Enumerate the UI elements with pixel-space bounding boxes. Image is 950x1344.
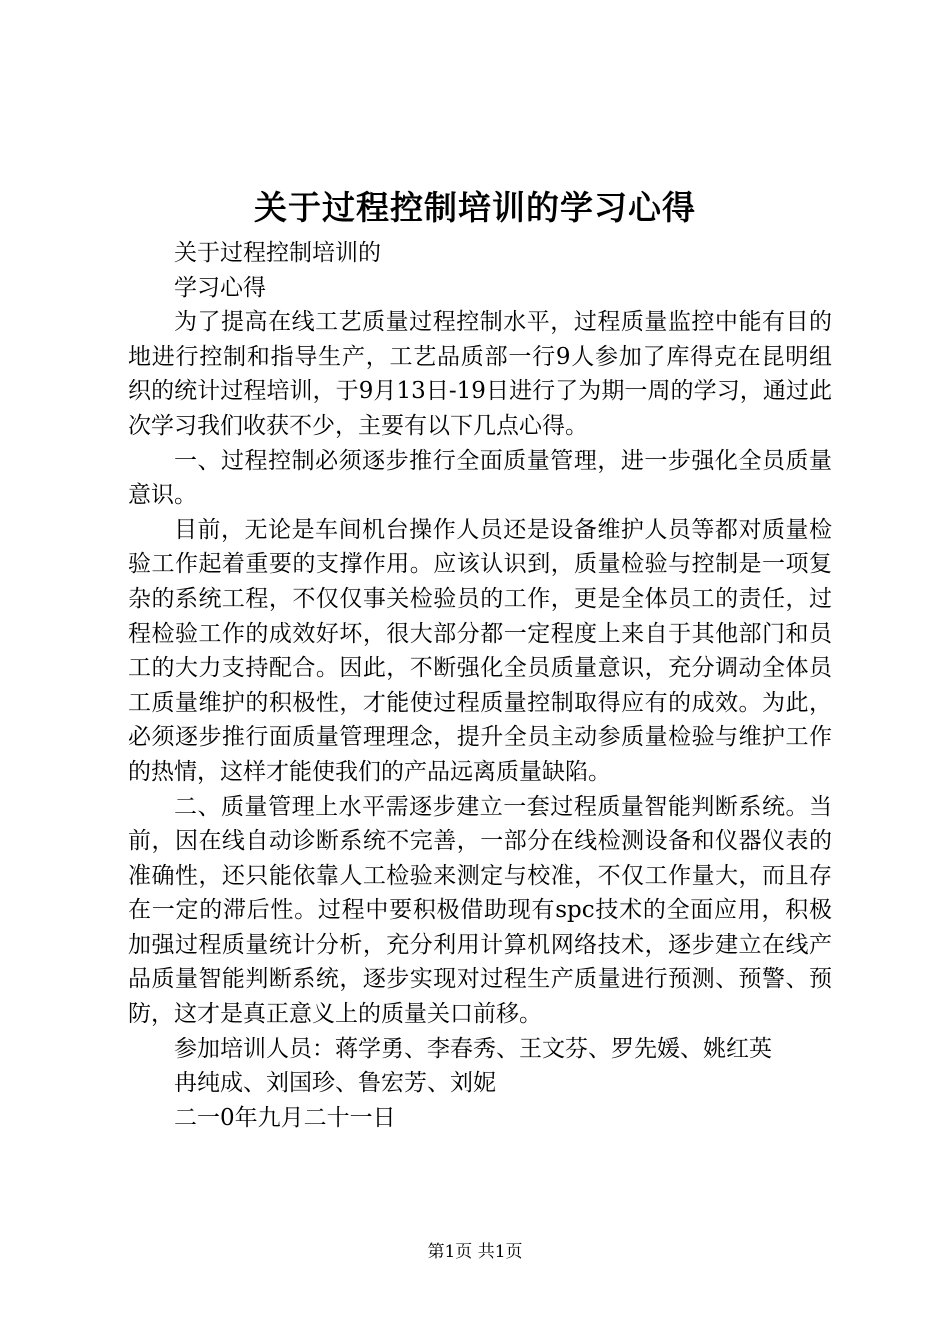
document-body	[128, 236, 832, 1135]
intro-paragraph: 为了提高在线工艺质量过程控制水平，过程质量监控中能有目的地进行控制和指导生产，工艺品质部一行9人参加了库得克在昆明组织的统计过程培训，于9月13日-19日进行了为期一周的学习，通过此次学习我们收获不少，主要有以下几点心得。	[128, 309, 832, 439]
section-one-heading: 一、过程控制必须逐步推行全面质量管理，进一步强化全员质量意识。	[128, 447, 832, 509]
participants-line-1: 参加培训人员：蒋学勇、李春秀、王文芬、罗先媛、姚红英	[174, 1035, 772, 1062]
page-footer: 第1页 共1页	[427, 1242, 523, 1262]
subtitle-line-1: 关于过程控制培训的	[174, 240, 381, 266]
document-title: 关于过程控制培训的学习心得	[254, 188, 696, 227]
participants-line-2: 冉纯成、刘国珍、鲁宏芳、刘妮	[174, 1070, 496, 1097]
subtitle-line-2: 学习心得	[174, 274, 266, 301]
section-two-body: 二、质量管理上水平需逐步建立一套过程质量智能判断系统。当前，因在线自动诊断系统不完善，一部分在线检测设备和仪器仪表的准确性，还只能依靠人工检验来测定与校准，不仅工作量大，而且存在一定的滞后性。过程中要积极借助现有spc技术的全面应用，积极加强过程质量统计分析，充分利用计算机网络技术，逐步建立在线产品质量智能判断系统，逐步实现对过程生产质量进行预测、预警、预防，这才是真正意义上的质量关口前移。	[128, 793, 832, 1028]
section-one-body: 目前，无论是车间机台操作人员还是设备维护人员等都对质量检验工作起着重要的支撑作用。应该认识到，质量检验与控制是一项复杂的系统工程，不仅仅事关检验员的工作，更是全体员工的责任，过程检验工作的成效好坏，很大部分都一定程度上来自于其他部门和员工的大力支持配合。因此，不断强化全员质量意识，充分调动全体员工质量维护的积极性，才能使过程质量控制取得应有的成效。为此，必须逐步推行面质量管理理念，提升全员主动参质量检验与维护工作的热情，这样才能使我们的产品远离质量缺陷。	[128, 516, 832, 785]
document-date: 二一0年九月二十一日	[174, 1104, 396, 1131]
